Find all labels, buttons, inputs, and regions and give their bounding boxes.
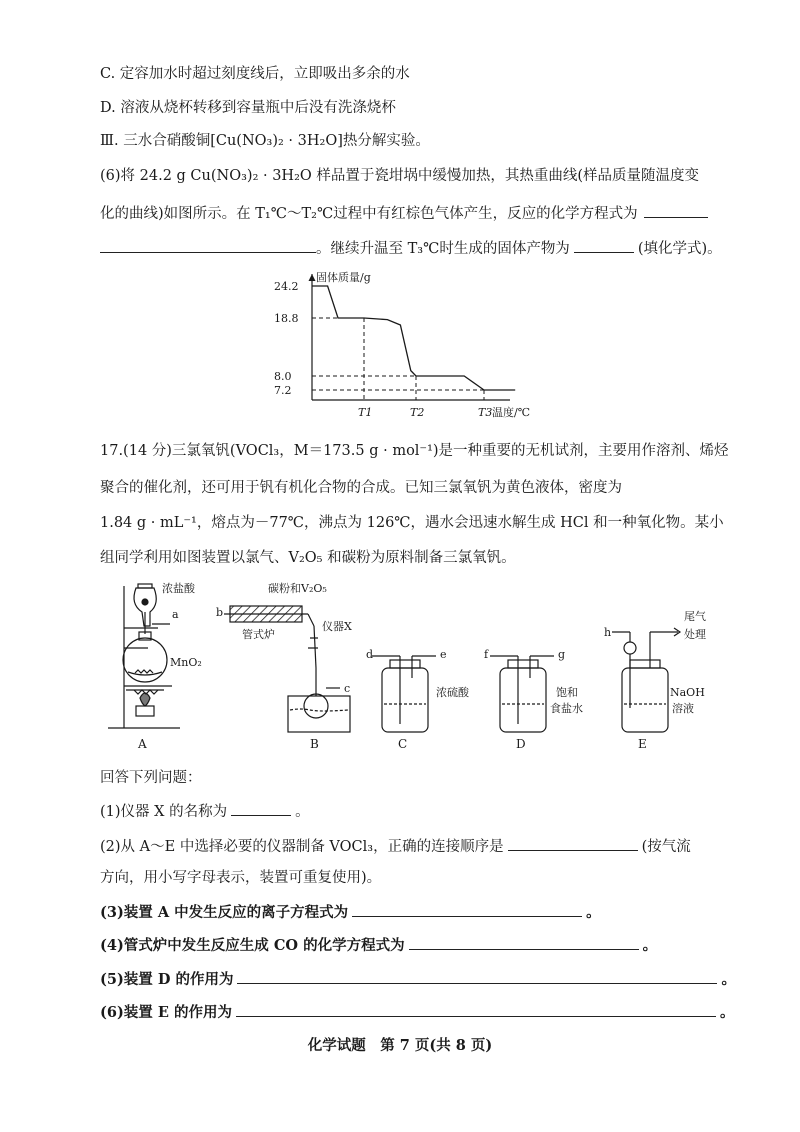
e-tail-1: 尾气 xyxy=(684,610,706,623)
b-port-in: b xyxy=(216,606,224,619)
d-port-out: g xyxy=(558,648,566,661)
y-tick-label: 24.2 xyxy=(274,280,299,293)
e-tail-2: 处理 xyxy=(684,628,706,641)
answer-blank[interactable] xyxy=(644,202,708,218)
sub-question-4: (4)管式炉中发生反应生成 CO 的化学方程式为 。 xyxy=(100,934,657,956)
d-reagent-2: 食盐水 xyxy=(550,702,583,715)
b-instrument: 仪器X xyxy=(322,620,352,633)
y-axis-label: 固体质量/g xyxy=(316,271,371,284)
d-label: D xyxy=(516,737,526,751)
sub-question-2: (2)从 A～E 中选择必要的仪器制备 VOCl₃，正确的连接顺序是 (按气流 xyxy=(100,835,691,857)
b-label: B xyxy=(310,737,319,751)
q6-line-1: (6)将 24.2 g Cu(NO₃)₂ · 3H₂O 样品置于瓷坩埚中缓慢加热，其热重曲线(样品质量随温度变 xyxy=(100,168,700,184)
tg-curve xyxy=(312,286,515,390)
apparatus-diagram xyxy=(100,578,740,754)
option-c: C. 定容加水时超过刻度线后，立即吸出多余的水 xyxy=(100,66,410,82)
apparatus-d xyxy=(490,656,554,732)
y-tick-label: 7.2 xyxy=(274,384,292,397)
answer-intro: 回答下列问题： xyxy=(100,770,202,786)
e-reagent-2: 溶液 xyxy=(672,702,694,715)
q6-line-2: 化的曲线)如图所示。在 T₁℃～T₂℃过程中有红棕色气体产生，反应的化学方程式为 xyxy=(100,202,708,224)
c-port-in: d xyxy=(366,648,374,661)
sub-question-6: (6)装置 E 的作用为 。 xyxy=(100,1001,734,1023)
d-reagent-1: 饱和 xyxy=(556,686,578,699)
b-port-out: c xyxy=(344,682,351,695)
e-port-in: h xyxy=(604,626,612,639)
c-port-out: e xyxy=(440,648,447,661)
thermogravimetric-chart xyxy=(270,266,530,426)
answer-blank[interactable] xyxy=(508,835,638,851)
sub-question-2-cont: 方向，用小写字母表示，装置可重复使用)。 xyxy=(100,870,382,886)
sub-question-1: (1)仪器 X 的名称为 。 xyxy=(100,800,310,822)
q6-line-3: 。继续升温至 T₃℃时生成的固体产物为 (填化学式)。 xyxy=(100,237,722,259)
a-port: a xyxy=(172,608,179,621)
d-port-in: f xyxy=(484,648,489,661)
option-d: D. 溶液从烧杯转移到容量瓶中后没有洗涤烧杯 xyxy=(100,100,396,116)
sub-question-5: (5)装置 D 的作用为 。 xyxy=(100,968,736,990)
b-furnace-label: 管式炉 xyxy=(242,628,275,641)
x-axis-label: 温度/℃ xyxy=(492,406,530,419)
q17-line-3: 1.84 g · mL⁻¹，熔点为－77℃，沸点为 126℃，遇水会迅速水解生成 HCl 和一种氧化物。某小 xyxy=(100,515,724,531)
a-reagent-flask: MnO₂ xyxy=(170,656,202,669)
q17-line-2: 聚合的催化剂，还可用于钒有机化合物的合成。已知三氯氧钒为黄色液体，密度为 xyxy=(100,480,622,496)
a-reagent-top: 浓盐酸 xyxy=(162,582,195,595)
page-footer: 化学试题 第 7 页(共 8 页) xyxy=(307,1037,493,1054)
answer-blank[interactable] xyxy=(100,237,316,253)
answer-blank[interactable] xyxy=(352,901,582,917)
e-label: E xyxy=(638,737,647,751)
x-tick-label: T1 xyxy=(358,406,373,419)
apparatus-e xyxy=(612,628,680,732)
c-label: C xyxy=(398,737,408,751)
q17-line-4: 组同学利用如图装置以氯气、V₂O₅ 和碳粉为原料制备三氯氧钒。 xyxy=(100,550,516,566)
a-label: A xyxy=(138,737,147,751)
answer-blank[interactable] xyxy=(236,1001,716,1017)
apparatus-c xyxy=(372,656,436,732)
y-tick-label: 18.8 xyxy=(274,312,299,325)
e-reagent-1: NaOH xyxy=(670,686,705,699)
y-tick-label: 8.0 xyxy=(274,370,292,383)
x-tick-label: T2 xyxy=(410,406,425,419)
answer-blank[interactable] xyxy=(574,237,634,253)
q17-line-1: 17.(14 分)三氯氧钒(VOCl₃，M＝173.5 g · mol⁻¹)是一种重要的无机试剂，主要用作溶剂、烯烃 xyxy=(100,443,729,459)
answer-blank[interactable] xyxy=(409,934,639,950)
b-tube-contents: 碳粉和V₂O₅ xyxy=(268,582,327,595)
c-reagent: 浓硫酸 xyxy=(436,686,469,699)
x-tick-label: T3 xyxy=(478,406,493,419)
part-3-heading: Ⅲ. 三水合硝酸铜[Cu(NO₃)₂ · 3H₂O]热分解实验。 xyxy=(100,133,430,149)
answer-blank[interactable] xyxy=(231,800,291,816)
answer-blank[interactable] xyxy=(237,968,717,984)
sub-question-3: (3)装置 A 中发生反应的离子方程式为 。 xyxy=(100,901,601,923)
